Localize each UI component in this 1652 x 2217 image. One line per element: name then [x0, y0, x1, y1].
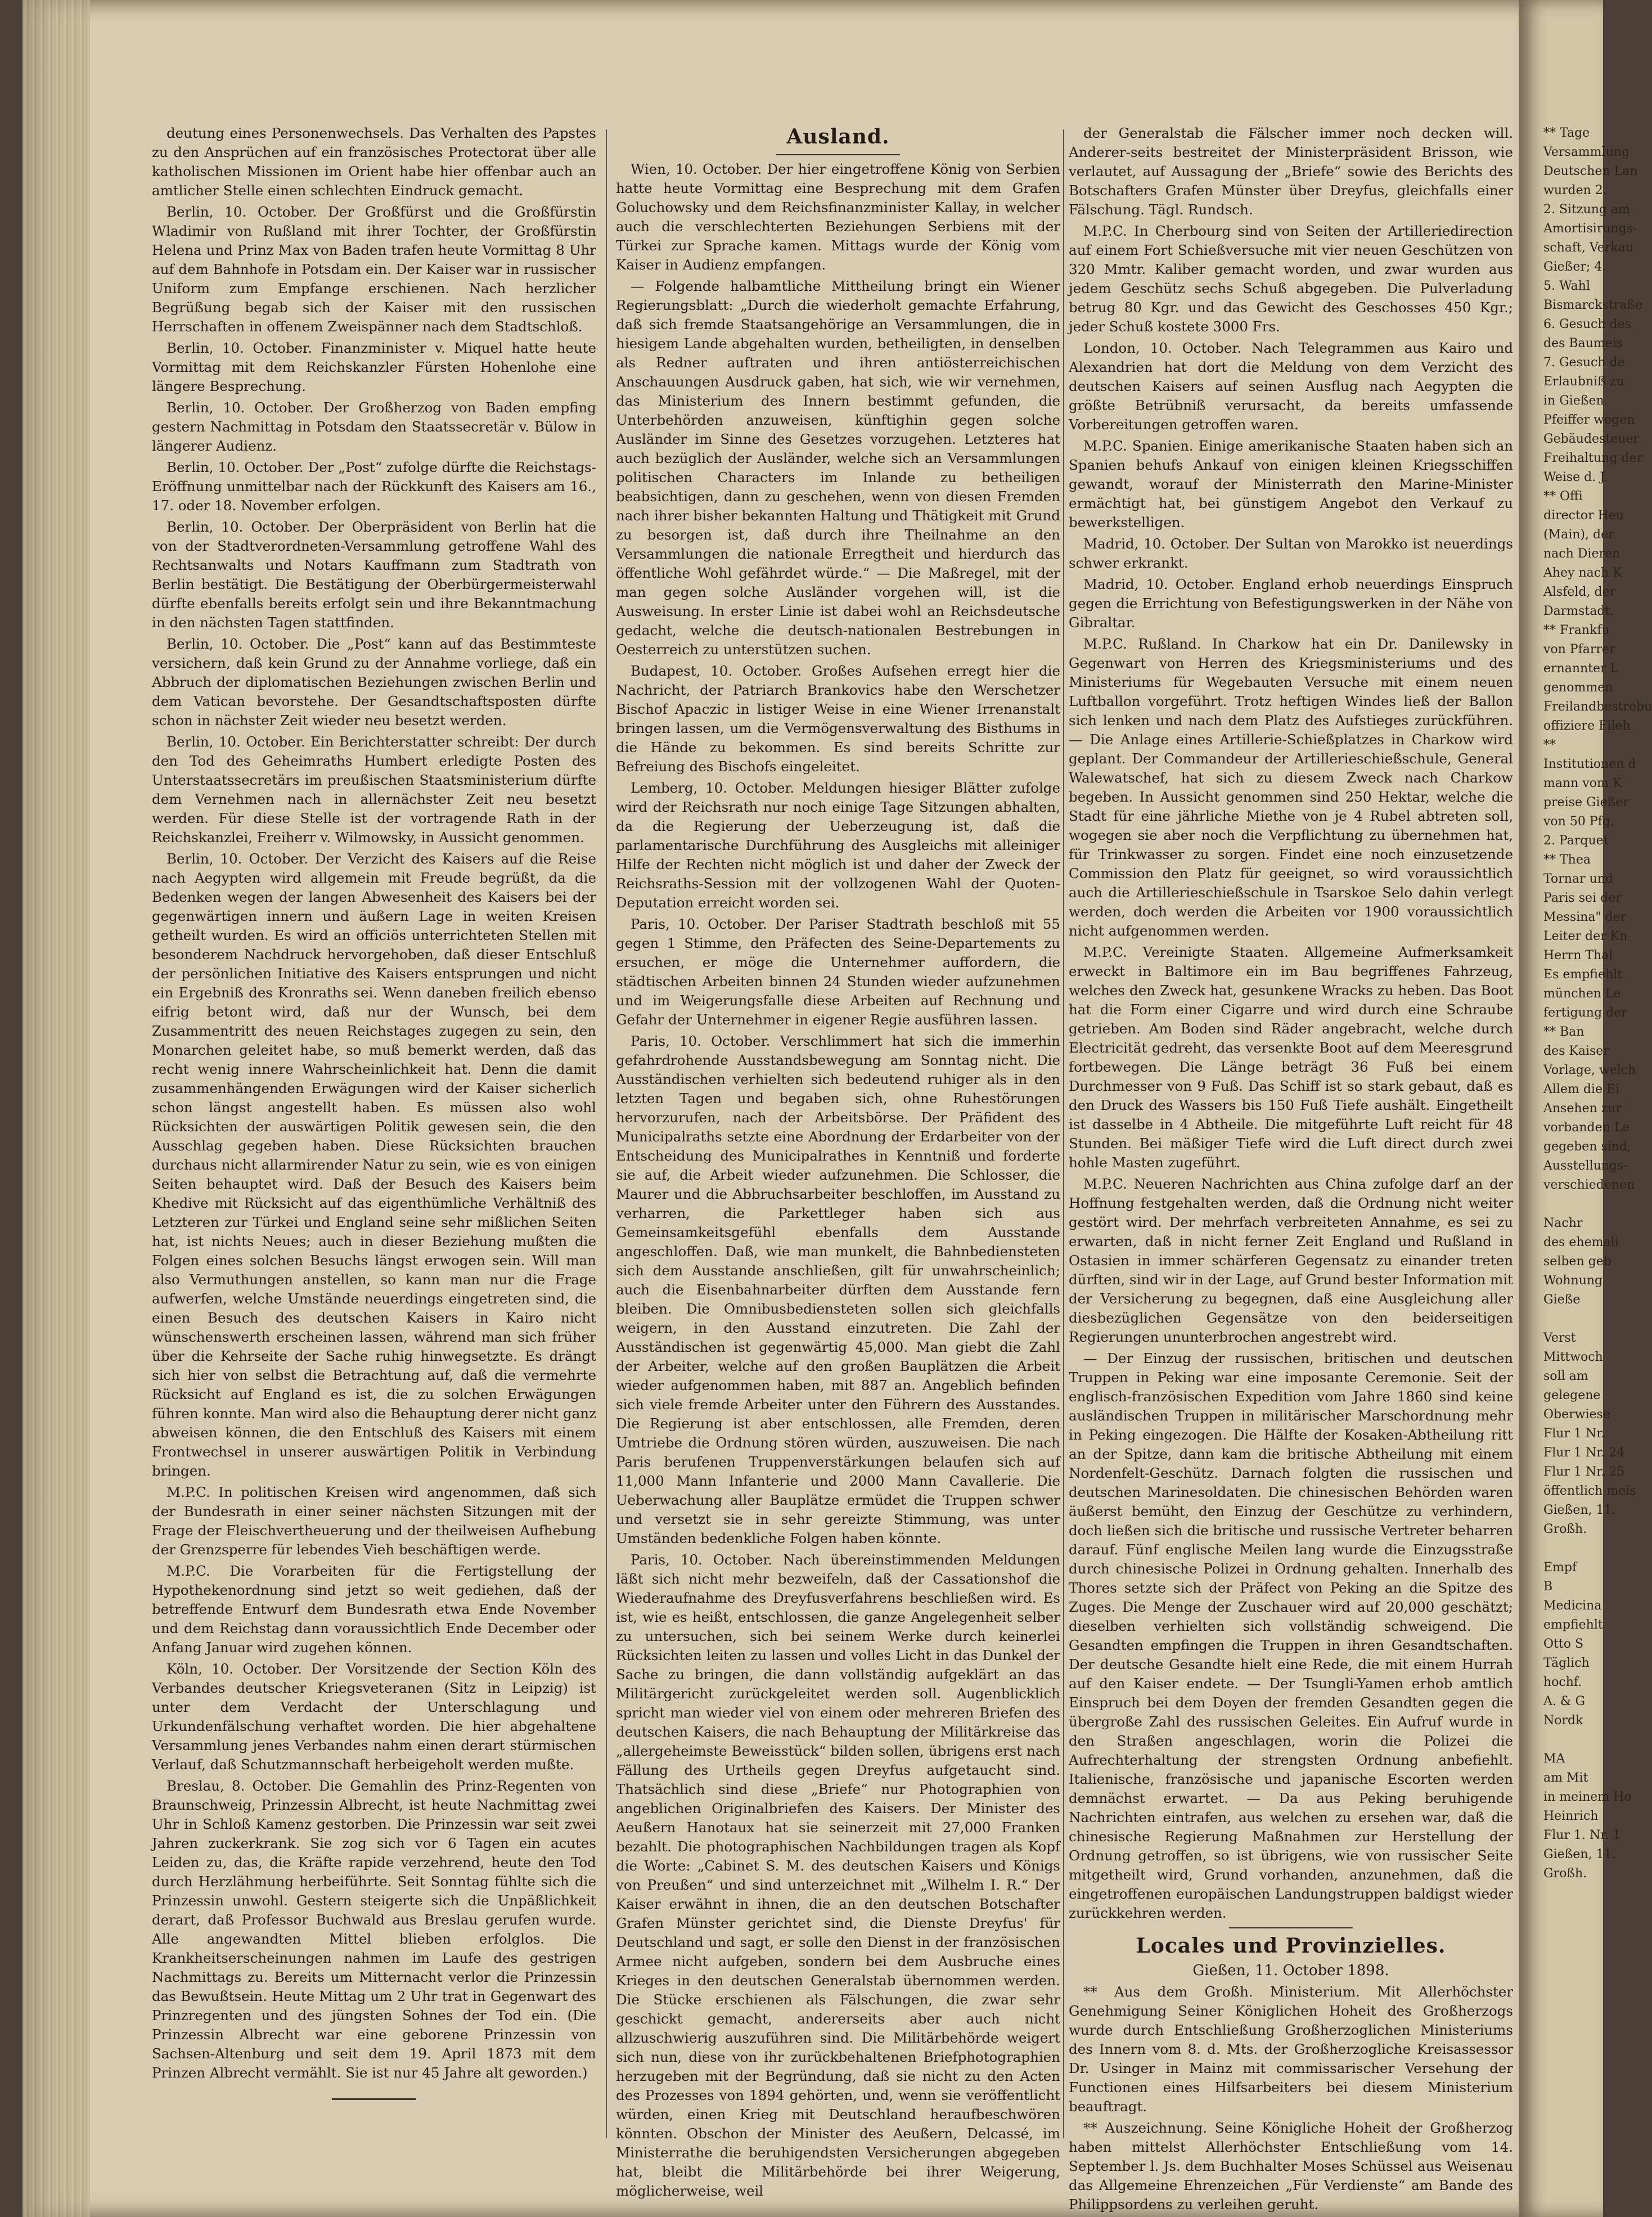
article-paragraph: Budapest, 10. October. Großes Aufsehen erregt hier die Nachricht, der Patriarch Brankovics habe den Werschetzer Bischof Apaczic in listiger Weise in eine Wiener Irrenanstalt bringen lassen, um die Vermögensverwaltung des Bisthums in die Hände zu bekommen. Es sind bereits Schritte zur Befreiung des Bischofs eingeleitet. — [616, 663, 1060, 775]
fragment-line: vorbanden Le — [1543, 1121, 1630, 1135]
column-rule — [606, 129, 607, 2138]
fragment-line: ** — [1543, 738, 1556, 752]
fragment-line: soll am — [1543, 1369, 1588, 1383]
article-paragraph: deutung eines Personenwechsels. Das Verhalten des Papstes zu den Ansprüchen auf ein französisches Protectorat über alle katholischen Missionen im Orient habe hier offenbar auch an amtlicher Stelle einen schlechten Eindruck gemacht. — [152, 125, 596, 199]
fragment-line: Gebäudesteuer — [1543, 432, 1639, 446]
article-paragraph: Paris, 10. October. Der Pariser Stadtrath beschloß mit 55 gegen 1 Stimme, den Präfecten des Seine-Departements zu ersuchen, er möge die Unternehmer auffordern, die städtischen Arbeiten binnen 24 Stunden wieder aufzunehmen und im Weigerungsfalle diese Arbeiten auf Rechnung und Gefahr der Unternehmer in eigener Regie ausführen lassen. — [616, 916, 1060, 1028]
column-rule — [1063, 129, 1064, 2138]
fragment-line: Freilandbestrebu — [1543, 700, 1652, 714]
fragment-line: nach Dieren — [1543, 547, 1621, 561]
article-paragraph: Paris, 10. October. Verschlimmert hat sich die immerhin gefahrdrohende Ausstandsbewegung am Sonntag nicht. Die Ausständischen verhielten sich bedeutend ruhiger als in den letzten Tagen und begaben sich, ohne Ruhestörungen hervorzurufen, nach der Arbeitsbörse. Der Präfident des Municipalraths setzte eine Abordnung der Erdarbeiter von der Entscheidung des Municipalrathes in Kenntniß und forderte sie auf, die Arbeit wieder aufzunehmen. Die Schlosser, die Maurer und die Abbruchsarbeiter beschloffen, im Ausstand zu verharren, die Parkettleger haben sich aus Gemeinsamkeitsgefühl ebenfalls dem Ausstande angeschloffen. Daß, wie man munkelt, die Bahnbediensteten sich dem Ausstande anschließen, gilt für unwahrscheinlich; auch die Eisenbahnarbeiter dürften dem Ausstande fern bleiben. Die Omnibusbediensteten sollen sich gleichfalls weigern, in den Ausstand einzutreten. Die Zahl der Ausständischen ist gegenwärtig 45,000. Man giebt die Zahl der Arbeiter, welche auf den großen Bauplätzen die Arbeit wieder aufgenommen haben, mit 887 an. Angeblich befinden sich viele fremde Arbeiter unter den Führern des Ausstandes. Die Regierung ist aber entschlossen, alle Fremden, deren Umtriebe die Ordnung stören würden, auszuweisen. Die nach Paris berufenen Truppenverstärkungen belaufen sich auf 11,000 Mann Infanterie und 2000 Mann Cavallerie. Die Ueberwachung aller Bauplätze ermüdet die Truppen schwer und versetzt sie in sehr gereizte Stimmung, was unter Umständen bedenkliche Folgen haben könnte. — [616, 1033, 1060, 1546]
article-paragraph: M.P.C. Spanien. Einige amerikanische Staaten haben sich an Spanien behufs Ankauf von einigen kleinen Kriegsschiffen gewandt, worauf der Ministerrath den Marine-Minister ermächtigt hat, bei günstigem Angebot den Verkauf zu bewerkstelligen. — [1069, 438, 1513, 530]
article-paragraph: M.P.C. Rußland. In Charkow hat ein Dr. Danilewsky in Gegenwart von Herren des Kriegsministeriums und des Ministeriums für Wegebauten Versuche mit einem neuen Luftballon vorgeführt. Trotz heftigen Windes ließ der Ballon sich lenken und nach dem Platz des Aufstieges zurückführen. — Die Anlage eines Artillerie-Schießplatzes in Charkow wird geplant. Der Commandeur der Artillerieschießschule, General Walewatschef, hat sich zu diesem Zweck nach Charkow begeben. In Aussicht genommen sind 250 Hektar, welche die Stadt für eine jährliche Miethe von je 4 Rubel abtreten soll, wogegen sie aber noch die Verpflichtung zu übernehmen hat, für Trinkwasser zu sorgen. Findet eine noch einzusetzende Commission den Platz für geeignet, so wird voraussichtlich auch die Artillerieschießschule in Tsarskoe Selo dahin verlegt werden, doch werden die Arbeiten vor 1900 voraussichtlich nicht aufgenommen werden. — [1069, 636, 1513, 939]
fragment-line: Gießer; 4. — [1543, 260, 1606, 274]
adjacent-page-fragments — [1543, 124, 1652, 1883]
article-paragraph: Berlin, 10. October. Der Verzicht des Kaisers auf die Reise nach Aegypten wird allgemein mit Freude begrüßt, da die Bedenken wegen der langen Abwesenheit des Kaisers bei der gegenwärtigen innern und äußern Lage in weiten Kreisen getheilt wurden. Es wird an officiös unterrichteten Stellen mit besonderem Nachdruck hervorgehoben, daß dieser Entschluß der persönlichen Initiative des Kaisers entsprungen und nicht ein Ergebniß des Kronraths sei. Wenn daneben freilich ebenso eifrig betont wird, daß nur der Wunsch, bei dem Zusammentritt des neuen Reichstages zugegen zu sein, den Monarchen geleitet habe, so muß bemerkt werden, daß das recht wenig innere Wahrscheinlichkeit hat. Denn die damit zusammenhängenden Erwägungen wird der Kaiser sicherlich schon längst angestellt haben. Es müssen also wohl Rücksichten der auswärtigen Politik gewesen sein, die den Ausschlag gegeben haben. Diese Rücksichten brauchen durchaus nicht allarmirender Natur zu sein, wie es von einigen Seiten behauptet wird. Daß der Besuch des Kaisers beim Khedive mit Rücksicht auf das eigenthümliche Verhältniß des Letzteren zur Türkei und England seine sehr mißlichen Seiten hat, ist nichts Neues; auch in dieser Beziehung mußten die Folgen eines solchen Besuchs längst erwogen sein. Will man also Vermuthungen anstellen, so kann man nur die Frage aufwerfen, welche Umstände neuerdings eingetreten sind, die einen Besuch des deutschen Kaisers in Kairo nicht wünschenswerth erscheinen lassen, während man sich früher über die Kehrseite der Sache ruhig hinwegsetzte. Es drängt sich hier von selbst die Betrachtung auf, daß die vermehrte Rücksicht auf England es ist, die zu solchen Erwägungen führen konnte. Man wird also die Behauptung derer nicht ganz abweisen können, die den Entschluß des Kaisers mit einem Frontwechsel in unserer auswärtigen Politik in Verbindung bringen. — [152, 851, 596, 1479]
article-paragraph: — Der Einzug der russischen, britischen und deutschen Truppen in Peking war eine imposante Ceremonie. Seit der englisch-französischen Expedition vom Jahre 1860 sind keine ausländischen Truppen in militärischer Marschordnung mehr in Peking eingezogen. Die Hälfte der Kosaken-Abtheilung ritt an der Spitze, dann kam die britische Abtheilung mit einem Nordenfelt-Geschütz. Darnach folgten die russischen und deutschen Marinesoldaten. Die chinesischen Behörden waren äußerst bemüht, den Einzug der Geschütze zu verhindern, doch ließen sich die britische und russische Vertreter beharren darauf. Fünf englische Meilen lang wurde die Einzugsstraße durch chinesische Polizei in Ordnung gehalten. Innerhalb des Thores setzte sich der Präfect von Peking an die Spitze des Zuges. Die Menge der Zuschauer wird auf 20,000 geschätzt; dieselben verhielten sich vollständig schweigend. Die Gesandten empfingen die Truppen in ihren Gesandtschaften. Der deutsche Gesandte hielt eine Rede, die mit einem Hurrah auf den Kaiser endete. — Der Tsungli-Yamen erhob amtlich Einspruch bei dem Doyen der fremden Gesandten gegen die übergroße Zahl des russischen Geleites. Ein Aufruf wurde in den Straßen angeschlagen, worin die Polizei die Aufrechterhaltung der strengsten Ordnung anbefiehlt. Italienische, französische und japanische Escorten werden demnächst erwartet. — Da aus Peking beruhigende Nachrichten eintrafen, aus welchen zu ersehen war, daß die chinesische Regierung Maßnahmen zur Herstellung der Ordnung getroffen, so ist übrigens, wie von russischer Seite mitgetheilt wird, Grund vorhanden, anzunehmen, daß die eingetroffenen europäischen Landungstruppen baldigst wieder zurückkehren werden. — [1069, 1350, 1513, 1921]
fragment-line: des Kaiser — [1543, 1044, 1609, 1058]
fragment-line: Deutschen Lan — [1543, 164, 1638, 178]
fragment-line — [1543, 1730, 1603, 1750]
article-paragraph: Berlin, 10. October. Der „Post“ zufolge dürfte die Reichstags-Eröffnung unmittelbar nach der Rückkunft des Kaisers am 16., 17. oder 18. November erfolgen. — [152, 459, 596, 514]
fragment-line: Ansehen zur — [1543, 1101, 1622, 1116]
article-paragraph: Berlin, 10. October. Ein Berichterstatter schreibt: Der durch den Tod des Geheimraths Humbert erledigte Posten des Unterstaatssecretärs im preußischen Staatsministerium dürfte dem Vernehmen nach in allernächster Zeit neu besetzt werden. Für diese Stelle ist der vortragende Rath in der Reichskanzlei, Freiherr v. Wilmowsky, in Aussicht genommen. — [152, 734, 596, 846]
fragment-line: Gießen, 11. — [1543, 1503, 1616, 1517]
article-paragraph: Berlin, 10. October. Der Oberpräsident von Berlin hat die von der Stadtverordneten-Versammlung getroffene Wahl des Rechtsanwalts und Notars Kauffmann zum Stadtrath von Berlin bestätigt. Die Bestätigung der Oberbürgermeisterwahl dürfte ebenfalls bereits erfolgt sein und ihre Bekanntmachung in den nächsten Tagen stattfinden. — [152, 519, 596, 631]
column-end-rule — [332, 2098, 416, 2100]
fragment-line: Darmstadt. — [1543, 604, 1614, 618]
fragment-line: Weise d. J. — [1543, 470, 1608, 484]
fragment-line: des Baumeis — [1543, 336, 1623, 350]
fragment-line: Versammlung — [1543, 145, 1630, 159]
fragment-line: ** Tage — [1543, 126, 1590, 140]
fragment-line — [1543, 1539, 1603, 1558]
article-paragraph: Paris, 10. October. Nach übereinstimmenden Meldungen läßt sich nicht mehr bezweifeln, daß der Cassationshof die Wiederaufnahme des Dreyfusverfahrens beschließen wird. Es ist, wie es heißt, entschlossen, die ganze Angelegenheit selber zu untersuchen, sich bei seinem Werke durch keinerlei Rücksichten leiten zu lassen und volles Licht in das Dunkel der Sache zu bringen, die dann vollständig aufgeklärt an das Militärgericht zurückgeleitet werden soll. Augenblicklich spricht man wieder viel von einem oder mehreren Briefen des deutschen Kaisers, die nach Behauptung der Militärkreise das „allergeheimste Beweisstück“ bilden sollen, übrigens erst nach Fällung des Urtheils gegen Dreyfus aufgetaucht sind. Thatsächlich sind diese „Briefe“ nur Photographien von angeblichen Originalbriefen des Kaisers. Der Minister des Aeußern Hanotaux hat sie seinerzeit mit 27,000 Franken bezahlt. Die photographischen Nachbildungen tragen als Kopf die Worte: „Cabinet S. M. des deutschen Kaisers und Königs von Preußen“ und sind unterzeichnet mit „Wilhelm I. R.“ Der Kaiser erwähnt in ihnen, die an den deutschen Botschafter Grafen Münster gerichtet sind, die Dienste Dreyfus' für Deutschland und sagt, er solle den Dienst in der französischen Armee nicht aufgeben, sondern bei dem Ausbruche eines Krieges in den deutschen Generalstab übernommen werden. Die Stücke erschienen als Fälschungen, die zwar sehr geschickt gemacht, andererseits aber auch nicht allzuschwierig auszuführen sind. Die Militärbehörde weigert sich nun, diese von ihr zurückbehaltenen Briefphotographien herzugeben mit der Begründung, daß sie nicht zu den Acten des Prozesses von 1894 gehörten, und, wenn sie veröffentlicht würden, einen Krieg mit Deutschland heraufbeschwören könnten. Obschon der Minister des Aeußern, Delcassé, im Ministerrathe die beruhigendsten Versicherungen abgegeben hat, bleibt die Militärbehörde bei ihrer Weigerung, möglicherweise, weil — [616, 1552, 1060, 2199]
article-paragraph: Berlin, 10. October. Die „Post“ kann auf das Bestimmteste versichern, daß kein Grund zu der Annahme vorliege, daß ein Abbruch der diplomatischen Beziehungen zwischen Berlin und dem Vatican bevorstehe. Der Gesandtschaftsposten dürfte schon in nächster Zeit wieder neu besetzt werden. — [152, 636, 596, 728]
fragment-line: 5. Wahl — [1543, 279, 1591, 293]
fragment-line: Amortisirungs- — [1543, 222, 1637, 236]
fragment-line: empfiehlt — [1543, 1618, 1603, 1632]
article-paragraph: Wien, 10. October. Der hier eingetroffene König von Serbien hatte heute Vormittag eine Besprechung mit dem Grafen Goluchowsky und dem Reichsfinanzminister Kallay, in welcher auch die verschlechterten Beziehungen Serbiens mit der Türkei zur Sprache kamen. Mittags wurde der König vom Kaiser in Audienz empfangen. — [616, 161, 1060, 273]
article-paragraph: ** Aus dem Großh. Ministerium. Mit Allerhöchster Genehmigung Seiner Königlichen Hoheit des Großherzogs wurde durch Entschließung Großherzoglichen Ministeriums des Innern vom 8. d. Mts. der Großherzogliche Kreisassessor Dr. Usinger in Mainz mit commissarischer Versehung der Functionen eines Hilfsarbeiters bei diesem Ministerium beauftragt. — [1069, 1984, 1513, 2115]
fragment-line: Gießen, 11. — [1543, 1847, 1616, 1861]
fragment-line: 7. Gesuch de — [1543, 356, 1625, 370]
article-paragraph: Madrid, 10. October. England erhob neuerdings Einspruch gegen die Errichtung von Befestigungswerken in der Nähe von Gibraltar. — [1069, 576, 1513, 631]
fragment-line: Verst — [1543, 1331, 1576, 1345]
fragment-line: Leiter der Kn — [1543, 929, 1628, 943]
article-paragraph: Berlin, 10. October. Der Großfürst und die Großfürstin Wladimir von Rußland mit ihrer Tochter, der Großfürstin Helena und Prinz Max von Baden trafen heute Vormittag 8 Uhr auf dem Bahnhofe in Potsdam ein. Der Kaiser war in russischer Uniform zum Empfange erschienen. Nach herzlicher Begrüßung begab sich der Kaiser mit den russischen Herrschaften in offenem Zweispänner nach dem Stadtschloß. — [152, 204, 596, 335]
fragment-line: münchen Le — [1543, 987, 1621, 1001]
fragment-line: des ehemali — [1543, 1235, 1619, 1249]
fragment-line: Täglich — [1543, 1656, 1590, 1670]
article-paragraph: M.P.C. In Cherbourg sind von Seiten der Artilleriedirection auf einem Fort Schießversuche mit vier neuen Geschützen von 320 Mmtr. Kaliber gemacht worden, und zwar wurden aus jedem Geschütz sechs Schuß abgegeben. Die Pulverladung betrug 80 Kgr. und das Gewicht des Geschosses 450 Kgr.; jeder Schuß kostete 3000 Frs. — [1069, 223, 1513, 335]
article-paragraph: Madrid, 10. October. Der Sultan von Marokko ist neuerdings schwer erkrankt. — [1069, 536, 1513, 571]
fragment-line: wurden 2. — [1543, 183, 1607, 197]
article-paragraph: der Generalstab die Fälscher immer noch decken will. Anderer-seits bestreitet der Ministerpräsident Brisson, wie verlautet, auf Aussagung der „Briefe“ sowie des Berichts des Botschafters Grafen Münster über Dreyfus, gleichfalls einer Fälschung. Tägl. Rundsch. — [1069, 125, 1513, 218]
fragment-line: Mittwoch — [1543, 1350, 1603, 1364]
fragment-line: Otto S — [1543, 1637, 1584, 1651]
article-paragraph: Berlin, 10. October. Finanzminister v. Miquel hatte heute Vormittag mit dem Reichskanzler Fürsten Hohenlohe eine längere Besprechung. — [152, 340, 596, 394]
article-paragraph: Breslau, 8. October. Die Gemahlin des Prinz-Regenten von Braunschweig, Prinzessin Albrecht, ist heute Nachmittag zwei Uhr in Schloß Kamenz gestorben. Die Prinzessin war seit zwei Jahren zuckerkrank. Sie zog sich vor 6 Tagen ein acutes Leiden zu, das, die Kräfte rapide verzehrend, heute den Tod durch Herzlähmung herbeiführte. Seit Sonntag fühlte sich die Prinzessin unwohl. Gestern steigerte sich die Unpäßlichkeit derart, daß Professor Buchwald aus Breslau gerufen wurde. Alle angewandten Mittel blieben erfolglos. Die Krankheitserscheinungen nahmen im Laufe des gestrigen Nachmittags zu. Bereits um Mitternacht verlor die Prinzessin das Bewußtsein. Heute Mittag um 2 Uhr trat in Gegenwart des Prinzregenten und des jüngsten Sohnes der Tod ein. (Die Prinzessin Albrecht war eine geborene Prinzessin von Sachsen-Altenburg und seit dem 19. April 1873 mit dem Prinzen Albrecht vermählt. Sie ist nur 45 Jahre alt geworden.) — [152, 1778, 596, 2081]
fragment-line: schaft, Verkau — [1543, 241, 1633, 255]
fragment-line: ** Frankfu — [1543, 623, 1610, 637]
fragment-line: verschiedenen — [1543, 1178, 1635, 1192]
fragment-line: ** Offi — [1543, 489, 1583, 503]
article-paragraph: M.P.C. Die Vorarbeiten für die Fertigstellung der Hypothekenordnung sind jetzt so weit gediehen, daß der betreffende Entwurf dem Bundesrath etwa Ende November und dem Reichstag dann voraussichtlich Ende December oder Anfang Januar wird zugehen können. — [152, 1563, 596, 1656]
article-paragraph: Berlin, 10. October. Der Großherzog von Baden empfing gestern Nachmittag in Potsdam den Staatssecretär v. Bülow in längerer Audienz. — [152, 399, 596, 454]
fragment-line: MA — [1543, 1752, 1565, 1766]
fragment-line: ** Thea — [1543, 853, 1591, 867]
fragment-line: Allem die Ei — [1543, 1082, 1620, 1096]
fragment-line: Messina" der — [1543, 910, 1627, 924]
fragment-line: ernannter L — [1543, 662, 1619, 676]
fragment-line: Wohnung — [1543, 1274, 1603, 1288]
fragment-line: in Gießen. — [1543, 394, 1608, 408]
fragment-line: genommen — [1543, 681, 1613, 695]
fragment-line: Bismarckstraße — [1543, 298, 1643, 312]
fragment-line: Medicina — [1543, 1599, 1602, 1613]
article-paragraph: ** Auszeichnung. Seine Königliche Hoheit der Großherzog haben mittelst Allerhöchster Entschließung vom 14. September l. Js. dem Buchhalter Moses Schüssel aus Weisenau das Allgemeine Ehrenzeichen „Für Verdienste“ am Bande des Philippsordens zu verleihen geruht. — [1069, 2120, 1513, 2212]
fragment-line: Heinrich — [1543, 1809, 1599, 1823]
fragment-line: ** Ban — [1543, 1025, 1585, 1039]
fragment-line: Vorlage, welch — [1543, 1063, 1636, 1077]
fragment-line: B — [1543, 1580, 1553, 1594]
article-paragraph: M.P.C. In politischen Kreisen wird angenommen, daß sich der Bundesrath in einer seiner nächsten Sitzungen mit der Frage der Fleischvertheuerung und der theilweisen Aufhebung der Grenzsperre für lebendes Vieh beschäftigen werde. — [152, 1484, 596, 1558]
fragment-line: gegeben sind, — [1543, 1140, 1632, 1154]
fragment-line: Herrn Thal — [1543, 948, 1613, 963]
column-right — [1069, 124, 1513, 2212]
section-heading-ausland: Ausland. — [786, 125, 890, 149]
fragment-line: Tornar und — [1543, 872, 1613, 886]
fragment-line: Oberwiese — [1543, 1407, 1610, 1422]
fragment-line: Flur 1 Nr. 24 — [1543, 1446, 1625, 1460]
fragment-line: Nordk — [1543, 1714, 1583, 1728]
article-paragraph: M.P.C. Vereinigte Staaten. Allgemeine Aufmerksamkeit erweckt in Baltimore ein im Bau begriffenes Fahrzeug, welches den Zweck hat, gesunkene Wracks zu heben. Das Boot hat die Form einer Cigarre und wird durch eine Schraube getrieben. Am Boden sind Räder angebracht, welche durch Electricität gedreht, das versenkte Boot auf dem Meeresgrund fortbewegen. Die Länge beträgt 36 Fuß bei einem Durchmesser von 9 Fuß. Das Schiff ist so stark gebaut, daß es den Druck des Wassers bis 150 Fuß Tiefe aushält. Eingetheilt ist dasselbe in 4 Abtheile. Die mitgeführte Luft reicht für 48 Stunden. Bei mäßiger Tiefe wird die Luft direct durch zwei hohle Masten zugeführt. — [1069, 944, 1513, 1171]
fragment-line: preise Gießer — [1543, 795, 1629, 810]
column-middle — [616, 124, 1060, 2199]
fragment-line — [1543, 1195, 1603, 1214]
article-paragraph: — Folgende halbamtliche Mittheilung bringt ein Wiener Regierungsblatt: „Durch die wiederholt gemachte Erfahrung, daß sich fremde Staatsangehörige an Versammlungen, die in hiesigem Lande abgehalten wurden, betheiligten, in denselben als Redner auftraten und ihren antiösterreichischen Anschauungen Ausdruck gaben, hat sich, wie wir vernehmen, das Ministerium des Innern bestimmt gefunden, die Unterbehörden anzuweisen, künftighin gegen solche Ausländer im Sinne des Gesetzes vorzugehen. Letzteres hat auch bezüglich der Ausländer, welche sich an Versammlungen politischen Characters im Inlande zu betheiligen beabsichtigen, dann zu geschehen, wenn von diesen Fremden nach ihrer bisher bekannten Haltung und Thätigkeit mit Grund zu besorgen ist, daß durch ihre Theilnahme an den Versammlungen die nationale Erregtheit und hierdurch das öffentliche Wohl gefährdet würde.“ — Die Maßregel, mit der man gegen solche Ausländer vorgehen will, ist die Ausweisung. In erster Linie ist dabei wohl an Reichsdeutsche gedacht, welche die deutsch-nationalen Bestrebungen in Oesterreich zu unterstützen suchen. — [616, 278, 1060, 658]
fragment-line: Freihaltung der — [1543, 451, 1643, 465]
fragment-line: mann vom K — [1543, 776, 1622, 790]
fragment-line: Großh. — [1543, 1522, 1587, 1536]
fragment-line: am Mit — [1543, 1771, 1588, 1785]
fragment-line — [1543, 1310, 1603, 1329]
article-paragraph: Köln, 10. October. Der Vorsitzende der Section Köln des Verbandes deutscher Kriegsveteranen (Sitz in Leipzig) ist unter dem Verdacht der Unterschlagung und Urkundenfälschung verhaftet worden. Die hier abgehaltene Versammlung jenes Verbandes nahm einen derart stürmischen Verlauf, daß Schutzmannschaft herbeigeholt werden mußte. — [152, 1661, 596, 1773]
article-paragraph: London, 10. October. Nach Telegrammen aus Kairo und Alexandrien hat dort die Meldung von dem Verzicht des deutschen Kaisers auf seinen Ausflug nach Aegypten die größte Betrübniß verursacht, da bereits umfassende Vorbereitungen getroffen waren. — [1069, 340, 1513, 433]
fragment-line: 2. Parquet — [1543, 834, 1609, 848]
fragment-line: Ausstellungs- — [1543, 1159, 1628, 1173]
fragment-line: öffentlich meis — [1543, 1484, 1636, 1498]
page-binding-edge — [22, 0, 90, 2217]
article-paragraph: Lemberg, 10. October. Meldungen hiesiger Blätter zufolge wird der Reichsrath nur noch einige Tage Sitzungen abhalten, da die Regierung der Ueberzeugung ist, daß die parlamentarische Durchführung des Ausgleichs mit alleiniger Hilfe der Rechten nicht möglich ist und daher der Zweck der Reichsraths-Session mit der vollzogenen Wahl der Quoten-Deputation erreicht worden sei. — [616, 780, 1060, 911]
fragment-line: in meinem Ho — [1543, 1790, 1632, 1804]
fragment-line: 2. Sitzung am — [1543, 203, 1630, 217]
fragment-line: Nachr — [1543, 1216, 1583, 1230]
fragment-line: offiziere Fileh — [1543, 719, 1631, 733]
fragment-line: hochf. — [1543, 1675, 1582, 1689]
section-separator — [1229, 1927, 1353, 1928]
fragment-line: Empf — [1543, 1561, 1577, 1575]
fragment-line: Flur 1 Nr. — [1543, 1427, 1605, 1441]
fragment-line: Alsfeld, der — [1543, 585, 1616, 599]
fragment-line: Pfeiffer wegen — [1543, 413, 1635, 427]
fragment-line: gelegene — [1543, 1388, 1601, 1402]
fragment-line: Flur 1 Nr. 25 — [1543, 1465, 1625, 1479]
fragment-line: director Heu — [1543, 509, 1624, 523]
fragment-line: selben geb — [1543, 1254, 1612, 1269]
fragment-line: A. & G — [1543, 1694, 1586, 1708]
fragment-line: Erlaubniß zu — [1543, 375, 1624, 389]
fragment-line: (Main), der — [1543, 528, 1614, 542]
fragment-line: 6. Gesuch des — [1543, 317, 1631, 331]
fragment-line: Großh. — [1543, 1867, 1587, 1881]
fragment-line: Gieße — [1543, 1293, 1581, 1307]
heading-separator — [776, 154, 900, 155]
fragment-line: Es empfiehlt — [1543, 968, 1623, 982]
fragment-line: Paris sei der — [1543, 891, 1622, 905]
fragment-line: Ahey nach K — [1543, 566, 1622, 580]
fragment-line: fertigung der — [1543, 1006, 1627, 1020]
section-heading-locales: Locales und Provinzielles. — [1136, 1934, 1446, 1958]
adjacent-page-strip — [1519, 0, 1652, 2217]
article-paragraph: M.P.C. Neueren Nachrichten aus China zufolge darf an der Hoffnung festgehalten werden, daß die Ordnung nicht weiter gestört wird. Der mehrfach verbreiteten Annahme, es sei zu erwarten, daß in nicht ferner Zeit England und Rußland in Ostasien in immer schärferen Gegensatz zu einander treten dürften, sind wir in der Lage, auf Grund bester Information mit der Versicherung zu begegnen, daß eine Ausgleichung aller diesbezüglichen Gegensätze von den beiderseitigen Regierungen ununterbrochen angestrebt wird. — [1069, 1176, 1513, 1345]
section-dateline: Gießen, 11. October 1898. — [1192, 1962, 1389, 1979]
fragment-line: von Pfarrer — [1543, 642, 1615, 656]
fragment-line: von 50 Pfg. — [1543, 815, 1614, 829]
column-left — [152, 124, 596, 2172]
fragment-line: Flur 1. Nr. 1 — [1543, 1828, 1621, 1842]
newspaper-page — [22, 0, 1541, 2217]
fragment-line: Institutionen d — [1543, 757, 1636, 771]
